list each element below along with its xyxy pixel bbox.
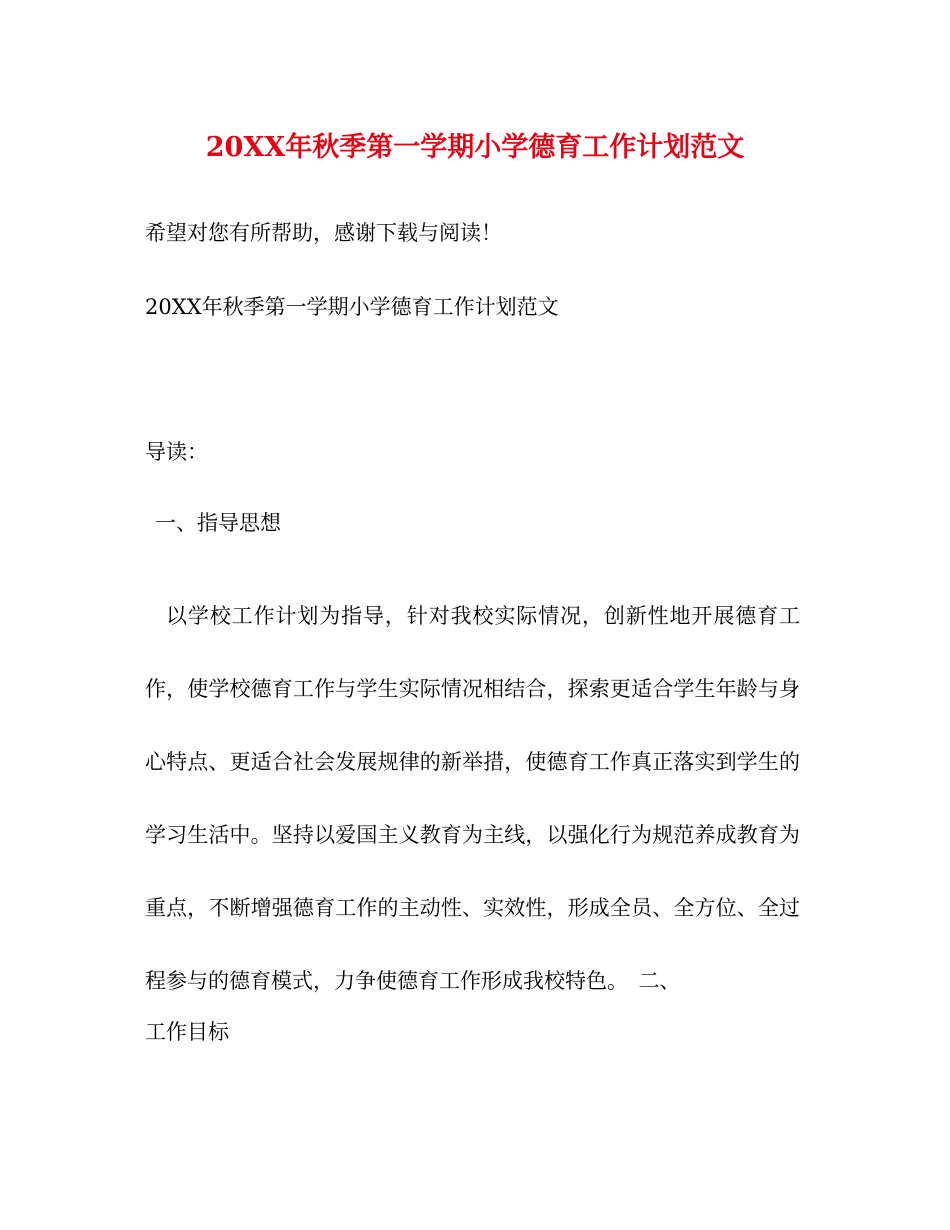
document-subtitle: 20XX年秋季第一学期小学德育工作计划范文 — [145, 295, 559, 319]
section-heading-guiding-thought: 一、指导思想 — [155, 511, 281, 535]
section-body-paragraph: 以学校工作计划为指导，针对我校实际情况，创新性地开展德育工作，使学校德育工作与学生实际情况相结合，探索更适合学生年龄与身心特点、更适合社会发展规律的新举措，使德育工作真正落实到学生的学习生活中。坚持以爱国主义教育为主线，以强化行为规范养成教育为重点，不断增强德育工作的主动性、实效性，形成全员、全方位、全过程参与的德育模式，力争使德育工作形成我校特色。 二、 — [145, 604, 800, 993]
document-title: 20XX年秋季第一学期小学德育工作计划范文 — [205, 132, 745, 163]
section-heading-work-goals: 工作目标 — [145, 1020, 229, 1044]
greeting-text: 希望对您有所帮助，感谢下载与阅读！ — [145, 221, 502, 245]
intro-label: 导读： — [145, 440, 208, 464]
